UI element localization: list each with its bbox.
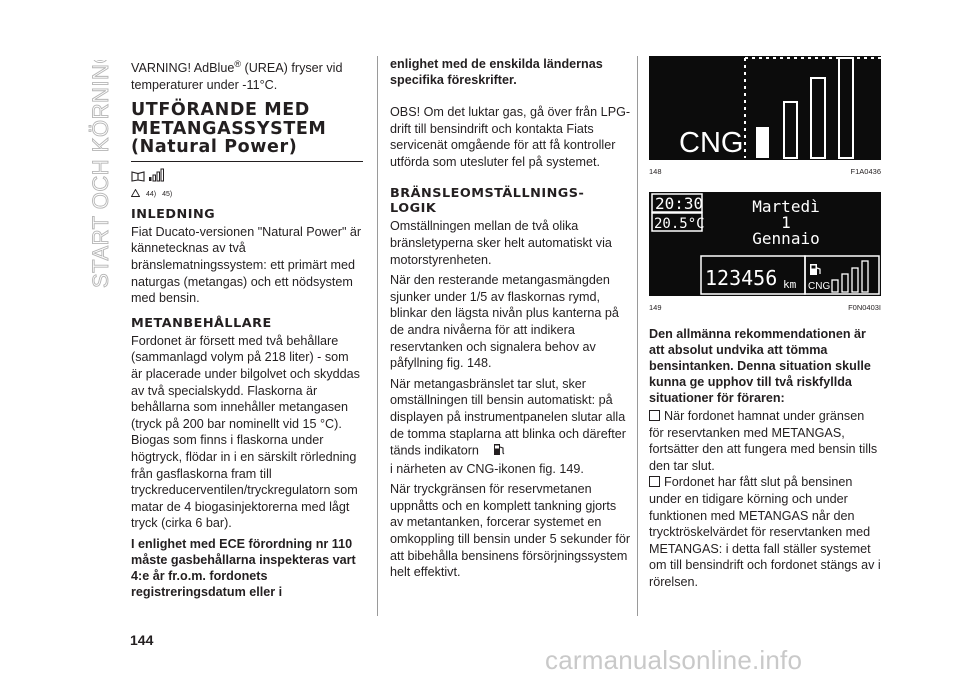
figure-number: 149 (649, 303, 662, 312)
paragraph-logik-2: När den resterande metangasmängden sjunker under 1/5 av flaskornas rymd, blinkar den lägsta nivån plus kanterna på de andra nivåerna för att indikera reservtanken och signalera behov av påfyllning fig. 148. (390, 273, 619, 371)
figure-code: F1A0436 (850, 167, 881, 176)
reference-notes (131, 189, 363, 200)
month-label: Gennaio (752, 229, 820, 248)
icon-row (131, 168, 363, 187)
ref-note: 45) (162, 190, 173, 198)
side-tab (86, 60, 116, 290)
list-item: När fordonet hamnat under gränsen för reservtanken med METANGAS, fortsätter den att fungera med bensin tills den tar slut. (649, 409, 878, 473)
paragraph-behallare: Fordonet är försett med två behållare (sammanlagd volym på 218 liter) - som är placerade under bilgolvet och skyddas av två specialskydd. Flaskorna är behållarna som innehåller metangasen (tryck på 200 bar nominellt vid 15 °C). Biogas som finns i flaskorna under högtryck, flödar in i en särskilt rörledning från gasflaskorna fram till tryckreducerventilen/tryckregulatorn som matar de 4 biogasinjektorerna med lågt tryck (cirka 6 bar). (131, 333, 360, 531)
outside-temperature: 20.5°C (654, 216, 705, 232)
cng-label: CNG (679, 127, 744, 159)
book-icon (131, 169, 145, 187)
figure-caption (649, 303, 881, 313)
cng-gauge-display (649, 56, 881, 160)
column-divider (637, 56, 638, 616)
bullet-box-icon (649, 410, 660, 421)
side-tab-label: START OCH KÖRNING (88, 60, 113, 288)
watermark: carmanualsonline.info (545, 645, 803, 675)
bold-continuation: enlighet med de enskilda ländernas specifika föreskrifter. (390, 57, 603, 87)
column-1 (131, 56, 363, 600)
heading-behallare: METANBEHÅLLARE (131, 315, 272, 331)
clock-readout: 20:30 (655, 194, 704, 213)
figure-number: 148 (649, 167, 662, 176)
list-item: Fordonet har fått slut på bensinen under en tidigare körning och under funktionen med METANGAS når den trycktröskelvärdet för reservtanken med METANGAS: i detta fall ställer systemet om till bensindrift och fordonet stängs av i rörelsen. (649, 475, 881, 589)
figure-149 (649, 192, 881, 313)
heading-inledning: INLEDNING (131, 206, 216, 222)
heading-logik: BRÄNSLEOMSTÄLLNINGS- LOGIK (390, 186, 585, 217)
fuel-gauge-icon (148, 168, 166, 187)
figure-caption (649, 167, 881, 177)
figure-148 (649, 56, 881, 177)
date-label: 1 (781, 213, 791, 232)
fuel-pump-icon (493, 442, 505, 461)
day-label: Martedì (752, 197, 820, 216)
bullet-box-icon (649, 476, 660, 487)
paragraph-obs: OBS! Om det luktar gas, gå över från LPG-drift till bensindrift och kontakta Fiats servicenät omgående för att få kontroller utförda som utesluter fel på systemet. (390, 105, 631, 169)
warning-text: VARNING! AdBlue® (UREA) fryser vid temperaturer under -11°C. (131, 59, 343, 92)
paragraph-inledning: Fiat Ducato-versionen "Natural Power" är kännetecknas av två bränslematningssystem: ett primärt med naturgas (metangas) och ett nödsystem med bensin. (131, 224, 362, 306)
paragraph-logik-1: Omställningen mellan de två olika bränsletyperna sker helt automatiskt via motorstyrenheten. (390, 219, 612, 267)
paragraph-logik-3: När metangasbränslet tar slut, sker omställningen till bensin automatiskt: på displayen på instrumentpanelen slutar alla de tomma staplarna att blinka och därefter tänds indikatorn i närheten av CNG-ikonen fig. 149. (390, 376, 626, 476)
warning-triangle-icon (131, 189, 140, 200)
ref-note: 44) (146, 190, 157, 198)
recommendation-heading: Den allmänna rekommendationen är att absolut undvika att tömma bensintanken. Denna situation skulle kunna ge upphov till två riskfyllda situationer för föraren: (649, 327, 871, 405)
column-3 (649, 56, 881, 591)
column-divider (377, 56, 378, 616)
page-number: 144 (130, 632, 154, 648)
paragraph-logik-4: När tryckgränsen för reservmetanen uppnåtts och en komplett tankning gjorts av metantanken, forcerar systemet en omkoppling till bensin under 5 sekunder för att bibehålla bensinens försörjningssystem helt effektivt. (390, 482, 631, 580)
section-title: UTFÖRANDE MED METANGASSYSTEM (Natural Power) (131, 100, 327, 158)
cng-indicator: CNG (808, 281, 831, 292)
odometer-value: 123456 (705, 266, 778, 290)
instrument-display (649, 192, 881, 296)
column-2 (390, 56, 632, 581)
figure-code: F0N0403I (848, 303, 881, 312)
title-rule (131, 161, 363, 162)
odometer-unit: km (783, 278, 797, 291)
bold-paragraph: I enlighet med ECE förordning nr 110 måste gasbehållarna inspekteras vart 4:e år fr.o.m. fordonets registreringsdatum eller i (131, 536, 356, 599)
